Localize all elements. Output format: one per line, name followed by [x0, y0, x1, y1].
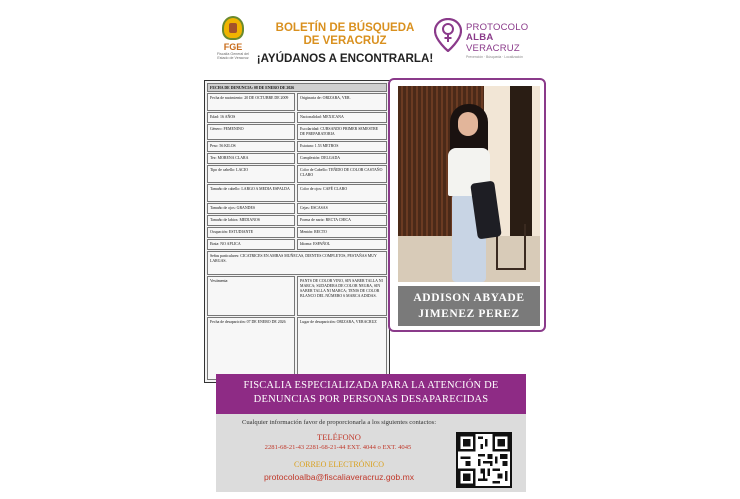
contact-intro: Cualquier información favor de proporcionarla a los siguientes contactos: [241, 419, 437, 426]
fge-logo [216, 16, 250, 62]
female-pin-icon [434, 18, 462, 52]
ocupacion: Ocupación: ESTUDIANTE [207, 227, 295, 238]
email-label: CORREO ELECTRÓNICO [294, 460, 384, 469]
protocolo-alba-logo [430, 16, 552, 62]
person-photo [398, 86, 540, 282]
title-line-2: DE VERACRUZ [303, 35, 387, 47]
senas-particulares: Señas particulares: CICATRICES EN AMBAS MUÑECAS, DIENTES COMPLETOS, PESTAÑAS MUY LARGAS. [207, 251, 387, 275]
lugar-desaparicion: Lugar de desaparición: ORIZABA, VERACRUZ [297, 317, 387, 380]
idioma: Idioma: ESPAÑOL [297, 239, 387, 250]
email-link[interactable]: protocoloalba@fiscaliaveracruz.gob.mx [263, 472, 415, 482]
alba-tagline: Prevención · Búsqueda · Localización [466, 55, 523, 59]
fecha-denuncia: FECHA DE DENUNCIA: 08 DE ENERO DE 2026 [207, 83, 387, 92]
person-name-line-2: JIMENEZ PEREZ [418, 308, 520, 320]
edad: Edad: 16 AÑOS [207, 112, 295, 123]
missing-person-bulletin [186, 0, 554, 499]
cejas: Cejas: ESCASAS [297, 203, 387, 214]
banner-line-1: FISCALIA ESPECIALIZADA PARA LA ATENCIÓN DE [243, 380, 499, 391]
qr-code-icon[interactable] [456, 432, 512, 488]
fge-abbr: FGE [223, 42, 243, 52]
banner-line-2: DENUNCIAS POR PERSONAS DESAPARECIDAS [253, 394, 489, 405]
fiscalia-banner [216, 374, 526, 414]
vestimenta: PANTS DE COLOR VINO, SIN SABER TALLA NI MARCA; SUDADERA DE COLOR NEGRA, SIN SABER TALLA NI MARCA; TENIS DE COLOR BLANCO DEL NÚMERO 6 MARCA ADIDAS. [297, 276, 387, 316]
phone-label: TELÉFONO [317, 432, 361, 442]
color-cabello: Color de Cabello: TEÑIDO DE COLOR CASTAÑO CLARO [297, 165, 387, 183]
complexion: Complexión: DELGADA [297, 153, 387, 164]
nacionalidad: Nacionalidad: MEXICANA [297, 112, 387, 123]
photo-card [388, 78, 546, 332]
description-table [204, 80, 390, 383]
peso: Peso: 56 KILOS [207, 141, 295, 152]
alba-line-3: VERACRUZ [466, 43, 520, 54]
fecha-nacimiento: Fecha de nacimiento: 20 DE OCTUBRE DE 2009 [207, 93, 295, 111]
title-line-1: BOLETÍN DE BÚSQUEDA [275, 22, 415, 34]
bulletin-title [264, 22, 426, 48]
color-ojos: Color de ojos: CAFÉ CLARO [297, 184, 387, 202]
etnia: Etnia: NO APLICA [207, 239, 295, 250]
veracruz-seal-icon [222, 16, 244, 40]
person-name-line-1: ADDISON ABYADE [413, 292, 525, 304]
phone-numbers: 2281-68-21-43 2281-68-21-44 EXT. 4044 o EXT. 4045 [264, 444, 412, 451]
escolaridad: Escolaridad: CURSANDO PRIMER SEMESTRE DE PREPARATORIA [297, 124, 387, 140]
person-name-band [398, 286, 540, 326]
genero: Género: FEMENINO [207, 124, 295, 140]
bulletin-subtitle: ¡AYÚDANOS A ENCONTRARLA! [256, 52, 434, 65]
tez: Tez: MORENA CLARA [207, 153, 295, 164]
tipo-cabello: Tipo de cabello: LACIO [207, 165, 295, 183]
forma-nariz: Forma de nariz: RECTA CHICA [297, 215, 387, 226]
tamano-cabello: Tamaño de cabello: LARGO A MEDIA ESPALDA [207, 184, 295, 202]
contact-section [216, 414, 526, 492]
tamano-labios: Tamaño de labios: MEDIANOS [207, 215, 295, 226]
alba-line-2: ALBA [466, 32, 494, 43]
tamano-ojos: Tamaño de ojos: GRANDES [207, 203, 295, 214]
alba-line-1: PROTOCOLO [466, 22, 529, 33]
menton: Mentón: RECTO [297, 227, 387, 238]
originaria: Originaria de: ORIZABA, VER. [297, 93, 387, 111]
estatura: Estatura: 1.53 METROS [297, 141, 387, 152]
vestimenta-label: Vestimenta: [207, 276, 295, 316]
fge-name: Fiscalía General del Estado de Veracruz [217, 52, 249, 60]
fecha-desaparicion: Fecha de desaparición: 07 DE ENERO DE 2026 [207, 317, 295, 380]
